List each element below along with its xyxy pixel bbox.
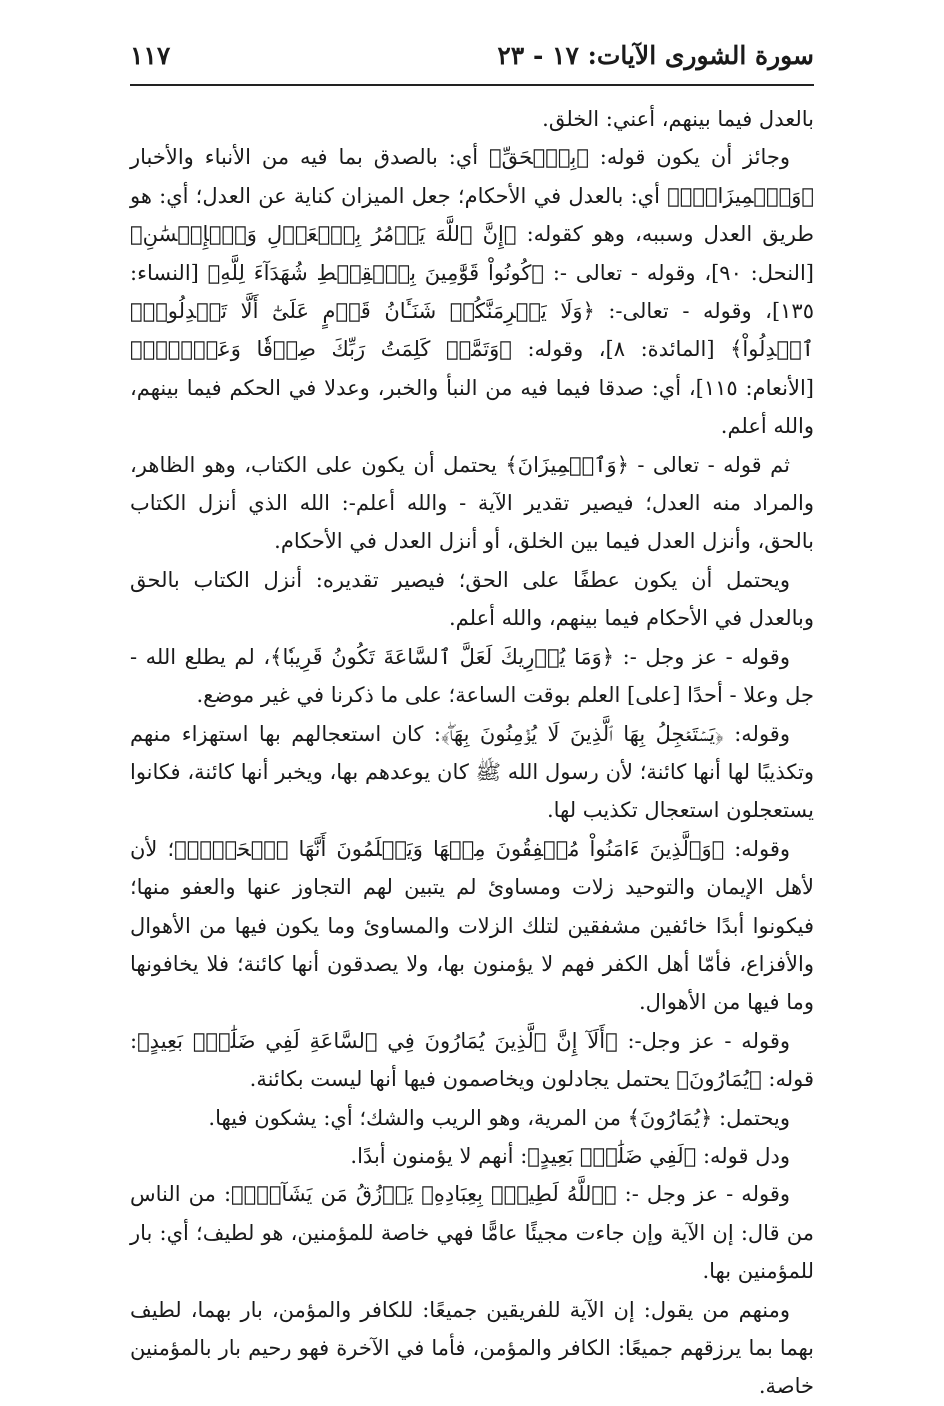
paragraph: وقوله - عز وجل-: ﴿أَلَآ إِنَّ ٱلَّذِينَ يُمَارُونَ فِي ٱلسَّاعَةِ لَفِي ضَلَٰلِۭ بَعِيدٍ﴾: قوله: ﴿يُمَارُونَ﴾ يحتمل يجادلون ويخاصمون فيها أنها ليست بكائنة. bbox=[130, 1028, 814, 1092]
page-header bbox=[130, 30, 814, 80]
header-rule bbox=[130, 84, 814, 86]
paragraph: وجائز أن يكون قوله: ﴿بِٱلۡحَقِّ﴾ أي: بالصدق بما فيه من الأنباء والأخبار ﴿وَٱلۡمِيزَانَۗ﴾ أي: بالعدل في الأحكام؛ جعل الميزان كناية عن العدل؛ أي: هو طريق العدل وسببه، وهو كقوله: ﴿إِنَّ ٱللَّهَ يَأۡمُرُ بِٱلۡعَدۡلِ وَٱلۡإِحۡسَٰنِ﴾ [النحل: ٩٠]، وقوله - تعالى -: ﴿كُونُواْ قَوَّٰمِينَ بِٱلۡقِسۡطِ شُهَدَآءَ لِلَّهِ﴾ [النساء: ١٣٥]، وقوله - تعالى-: ﴿وَلَا يَجۡرِمَنَّكُمۡ شَنَـَٔانُ قَوۡمٍ عَلَىٰٓ أَلَّا تَعۡدِلُواْۚ ٱعۡدِلُواْ﴾ [المائدة: ٨]، وقوله: ﴿وَتَمَّتۡ كَلِمَتُ رَبِّكَ صِدۡقٗا وَعَدۡلٗاۚ﴾ [الأنعام: ١١٥]، أي: صدقا فيما فيه من النبأ والخبر، وعدلا في الحكم فيما بينهم، والله أعلم. bbox=[130, 145, 814, 439]
page-number: ١١٧ bbox=[130, 40, 171, 70]
paragraph: بالعدل فيما بينهم، أعني: الخلق. bbox=[542, 107, 814, 131]
paragraph: وقوله: ﴿وَٱلَّذِينَ ءَامَنُواْ مُشۡفِقُونَ مِنۡهَا وَيَعۡلَمُونَ أَنَّهَا ٱلۡحَقُّۗ﴾؛ لأن لأهل الإيمان والتوحيد زلات ومساوئ لم يتبين لهم التجاوز عنها والعفو منها؛ فيكونوا أبدًا خائفين مشفقين لتلك الزلات والمساوئ وما يكون فيها من الأهوال والأفزاع، فأمّا أهل الكفر فهم لا يؤمنون بها، ولا يصدقون أنها كائنة؛ فلا يخافونها وما فيها من الأهوال. bbox=[130, 836, 814, 1015]
paragraph: ثم قوله - تعالى - ﴿وَٱلۡمِيزَانَ﴾ يحتمل أن يكون على الكتاب، وهو الظاهر، والمراد منه العدل؛ فيصير تقدير الآية - والله أعلم-: الله الذي أنزل الكتاب بالحق، وأنزل العدل فيما بين الخلق، أو أنزل العدل في الأحكام. bbox=[130, 452, 814, 554]
paragraph: ودل قوله: ﴿لَفِي ضَلَٰلِۭ بَعِيدٍ﴾: أنهم لا يؤمنون أبدًا. bbox=[350, 1143, 790, 1168]
paragraph: ويحتمل أن يكون عطفًا على الحق؛ فيصير تقديره: أنزل الكتاب بالحق وبالعدل في الأحكام فيما بينهم، والله أعلم. bbox=[130, 567, 814, 631]
paragraph: ويحتمل: ﴿يُمَارُونَ﴾ من المرية، وهو الريب والشك؛ أي: يشكون فيها. bbox=[208, 1105, 790, 1130]
paragraph: وقوله: ﴿يَسۡتَعۡجِلُ بِهَا ٱلَّذِينَ لَا يُؤۡمِنُونَ بِهَاۖ﴾: كان استعجالهم بها استهزاء منهم وتكذيبًا لها أنها كائنة؛ لأن رسول الله ﷺ كان يوعدهم بها، ويخبر أنها كائنة، فكانوا يستعجلون استعجال تكذيب لها. bbox=[130, 721, 814, 823]
paragraph: ومنهم من يقول: إن الآية للفريقين جميعًا: للكافر والمؤمن، بار بهما، لطيف بهما بما يرزقهم جميعًا: الكافر والمؤمن، فأما في الآخرة فهو رحيم بار بالمؤمنين خاصة. bbox=[130, 1297, 814, 1399]
paragraph: وقوله - عز وجل -: ﴿وَمَا يُدۡرِيكَ لَعَلَّ ٱلسَّاعَةَ تَكُونُ قَرِيبٗا﴾، لم يطلع الله - جل وعلا - أحدًا [على] العلم بوقت الساعة؛ على ما ذكرنا في غير موضع. bbox=[130, 644, 814, 708]
paragraph: وقوله - عز وجل -: ﴿ٱللَّهُ لَطِيفُۢ بِعِبَادِهِۦ يَرۡزُقُ مَن يَشَآءُۖ﴾: من الناس من قال: إن الآية وإن جاءت مجيئًا عامًّا فهي خاصة للمؤمنين، هو لطيف؛ أي: بار للمؤمنين بها. bbox=[130, 1182, 814, 1284]
running-title: سورة الشورى الآيات: ١٧ - ٢٣ bbox=[497, 40, 814, 70]
body-text bbox=[130, 100, 814, 1406]
